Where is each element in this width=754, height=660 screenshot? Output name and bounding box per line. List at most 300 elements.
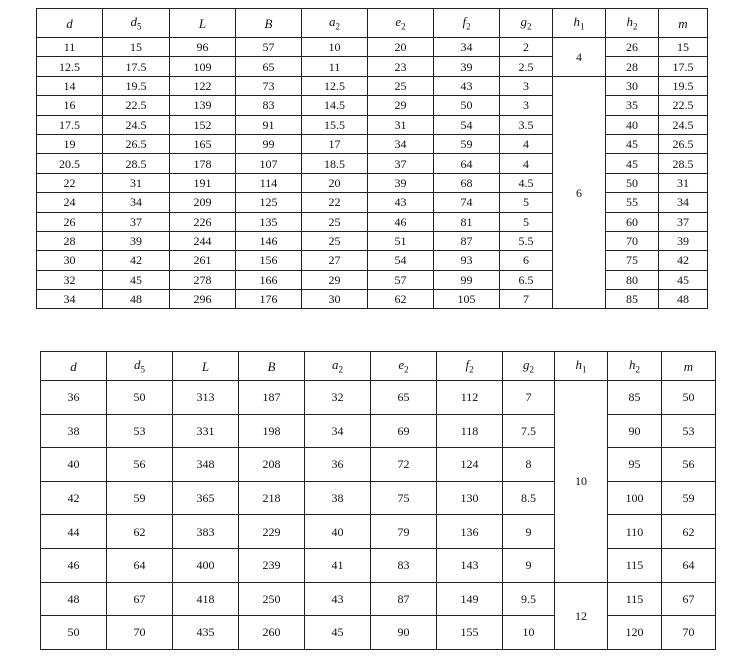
column-subscript: 2: [633, 21, 638, 32]
column-header-L: [170, 9, 236, 38]
table-row: [37, 173, 708, 192]
table-row: [41, 548, 716, 582]
table-cell: 143: [437, 548, 503, 582]
table-cell: 29: [302, 270, 368, 289]
table-cell: 91: [236, 115, 302, 134]
table-cell: 75: [371, 481, 437, 515]
column-subscript: 2: [404, 364, 409, 375]
table-cell: 43: [368, 193, 434, 212]
table-cell: 20: [302, 173, 368, 192]
table-cell: 50: [41, 616, 107, 650]
table-cell: 85: [606, 290, 659, 309]
table-cell: 165: [170, 134, 236, 153]
table-cell: 25: [368, 76, 434, 95]
h1-merged-cell: 10: [555, 381, 608, 583]
column-header-a2: [305, 352, 371, 381]
table-cell: 6.5: [500, 270, 553, 289]
column-symbol: d: [130, 13, 137, 29]
column-header-B: [239, 352, 305, 381]
table-cell: 74: [434, 193, 500, 212]
table-cell: 146: [236, 231, 302, 250]
table-cell: 296: [170, 290, 236, 309]
column-symbol: m: [678, 15, 688, 31]
table-cell: 69: [371, 414, 437, 448]
table-cell: 435: [173, 616, 239, 650]
table-cell: 85: [608, 381, 662, 415]
table-cell: 8.5: [503, 481, 555, 515]
column-subscript: 2: [401, 21, 406, 32]
table-cell: 383: [173, 515, 239, 549]
table-cell: 55: [606, 193, 659, 212]
table-cell: 31: [368, 115, 434, 134]
table-cell: 70: [662, 616, 716, 650]
table-cell: 418: [173, 582, 239, 616]
column-symbol: a: [329, 13, 336, 29]
table-row: [41, 582, 716, 616]
table-cell: 6: [500, 251, 553, 270]
table-cell: 45: [659, 270, 708, 289]
table-cell: 48: [41, 582, 107, 616]
table-cell: 31: [103, 173, 170, 192]
column-subscript: 2: [466, 21, 471, 32]
table-cell: 45: [606, 134, 659, 153]
table-cell: 64: [434, 154, 500, 173]
table-cell: 278: [170, 270, 236, 289]
table-cell: 30: [37, 251, 103, 270]
table-cell: 68: [434, 173, 500, 192]
column-symbol: f: [462, 13, 467, 29]
table-cell: 8: [503, 448, 555, 482]
table-cell: 34: [368, 134, 434, 153]
table-cell: 260: [239, 616, 305, 650]
column-subscript: 2: [469, 364, 474, 375]
table-cell: 14: [37, 76, 103, 95]
table-cell: 5: [500, 212, 553, 231]
table-cell: 83: [371, 548, 437, 582]
table-cell: 17.5: [37, 115, 103, 134]
table-cell: 12.5: [37, 57, 103, 76]
table-cell: 42: [41, 481, 107, 515]
table-cell: 155: [437, 616, 503, 650]
table-cell: 122: [170, 76, 236, 95]
column-header-g2: [500, 9, 553, 38]
table-cell: 56: [662, 448, 716, 482]
table-cell: 261: [170, 251, 236, 270]
table-cell: 43: [434, 76, 500, 95]
table-cell: 365: [173, 481, 239, 515]
table-cell: 36: [305, 448, 371, 482]
column-symbol: g: [523, 356, 530, 372]
table-cell: 9.5: [503, 582, 555, 616]
h1-merged-cell: 6: [553, 76, 606, 309]
table-cell: 40: [305, 515, 371, 549]
table-cell: 26.5: [659, 134, 708, 153]
table-cell: 46: [41, 548, 107, 582]
table-cell: 24.5: [103, 115, 170, 134]
table-cell: 250: [239, 582, 305, 616]
table-cell: 37: [103, 212, 170, 231]
table-cell: 27: [302, 251, 368, 270]
table-cell: 10: [503, 616, 555, 650]
table-row: [41, 481, 716, 515]
table-cell: 4.5: [500, 173, 553, 192]
table-cell: 187: [239, 381, 305, 415]
table-cell: 156: [236, 251, 302, 270]
table-cell: 22: [302, 193, 368, 212]
table-cell: 17.5: [103, 57, 170, 76]
table-cell: 81: [434, 212, 500, 231]
table-cell: 50: [662, 381, 716, 415]
table-cell: 32: [305, 381, 371, 415]
table-cell: 20: [368, 38, 434, 57]
table-cell: 29: [368, 96, 434, 115]
table-cell: 107: [236, 154, 302, 173]
table-cell: 139: [170, 96, 236, 115]
table-cell: 9: [503, 548, 555, 582]
table-cell: 15: [103, 38, 170, 57]
table-cell: 28: [37, 231, 103, 250]
column-symbol: L: [201, 358, 210, 374]
column-symbol: f: [465, 356, 470, 372]
table-cell: 37: [659, 212, 708, 231]
table-cell: 16: [37, 96, 103, 115]
table-cell: 72: [371, 448, 437, 482]
column-header-h1: [555, 352, 608, 381]
column-header-d: [37, 9, 103, 38]
column-header-f2: [437, 352, 503, 381]
table-cell: 30: [606, 76, 659, 95]
table-cell: 70: [606, 231, 659, 250]
table-cell: 31: [659, 173, 708, 192]
table-cell: 191: [170, 173, 236, 192]
column-header-L: [173, 352, 239, 381]
table-cell: 19: [37, 134, 103, 153]
table-row: [37, 134, 708, 153]
table-cell: 28: [606, 57, 659, 76]
table-row: [37, 154, 708, 173]
table-cell: 48: [659, 290, 708, 309]
table-cell: 22.5: [659, 96, 708, 115]
table-row: [37, 38, 708, 57]
table-cell: 176: [236, 290, 302, 309]
table-cell: 39: [659, 231, 708, 250]
table-row: [41, 616, 716, 650]
table-cell: 115: [608, 548, 662, 582]
table-cell: 60: [606, 212, 659, 231]
table-cell: 28.5: [659, 154, 708, 173]
table-cell: 99: [434, 270, 500, 289]
column-subscript: 2: [635, 364, 640, 375]
table-cell: 109: [170, 57, 236, 76]
table-cell: 130: [437, 481, 503, 515]
table-cell: 24.5: [659, 115, 708, 134]
table-cell: 53: [107, 414, 173, 448]
column-symbol: d: [70, 358, 77, 374]
table-cell: 56: [107, 448, 173, 482]
table-cell: 40: [606, 115, 659, 134]
table-cell: 39: [434, 57, 500, 76]
table-cell: 115: [608, 582, 662, 616]
table-cell: 43: [305, 582, 371, 616]
table-cell: 4: [500, 134, 553, 153]
table-cell: 70: [107, 616, 173, 650]
table-cell: 198: [239, 414, 305, 448]
table-cell: 18.5: [302, 154, 368, 173]
column-header-f2: [434, 9, 500, 38]
table-cell: 19.5: [103, 76, 170, 95]
table-cell: 62: [107, 515, 173, 549]
table-cell: 59: [107, 481, 173, 515]
table-cell: 14.5: [302, 96, 368, 115]
table-cell: 17.5: [659, 57, 708, 76]
table-cell: 11: [302, 57, 368, 76]
table-cell: 93: [434, 251, 500, 270]
column-header-m: [659, 9, 708, 38]
table-cell: 64: [662, 548, 716, 582]
table-cell: 39: [103, 231, 170, 250]
table-cell: 25: [302, 212, 368, 231]
table-cell: 44: [41, 515, 107, 549]
column-symbol: L: [198, 15, 207, 31]
table-row: [37, 231, 708, 250]
column-symbol: h: [575, 356, 582, 372]
table-cell: 209: [170, 193, 236, 212]
table-row: [37, 76, 708, 95]
table-cell: 45: [606, 154, 659, 173]
column-symbol: h: [573, 13, 580, 29]
column-symbol: e: [395, 13, 402, 29]
table-cell: 53: [662, 414, 716, 448]
table-cell: 112: [437, 381, 503, 415]
table-cell: 12.5: [302, 76, 368, 95]
column-subscript: 5: [140, 364, 145, 375]
table-cell: 75: [606, 251, 659, 270]
column-subscript: 2: [338, 364, 343, 375]
column-subscript: 2: [335, 21, 340, 32]
table-row: [41, 414, 716, 448]
table-cell: 45: [305, 616, 371, 650]
table-cell: 42: [103, 251, 170, 270]
table-cell: 57: [368, 270, 434, 289]
table-cell: 125: [236, 193, 302, 212]
table-cell: 20.5: [37, 154, 103, 173]
table-cell: 239: [239, 548, 305, 582]
table-cell: 313: [173, 381, 239, 415]
dimension-table-2: [40, 351, 716, 650]
table-cell: 54: [368, 251, 434, 270]
table-cell: 39: [368, 173, 434, 192]
column-symbol: h: [626, 13, 633, 29]
table-cell: 34: [659, 193, 708, 212]
table-cell: 54: [434, 115, 500, 134]
column-symbol: h: [629, 356, 636, 372]
table-cell: 166: [236, 270, 302, 289]
table-cell: 331: [173, 414, 239, 448]
column-subscript: 1: [582, 364, 587, 375]
table-row: [37, 96, 708, 115]
table-cell: 35: [606, 96, 659, 115]
table-cell: 48: [103, 290, 170, 309]
table-cell: 226: [170, 212, 236, 231]
table-cell: 67: [662, 582, 716, 616]
h1-merged-cell: 4: [553, 38, 606, 77]
table-row: [37, 57, 708, 76]
table-cell: 178: [170, 154, 236, 173]
table-cell: 34: [37, 290, 103, 309]
table-cell: 100: [608, 481, 662, 515]
table-cell: 67: [107, 582, 173, 616]
column-symbol: d: [134, 356, 141, 372]
table-cell: 135: [236, 212, 302, 231]
table-cell: 149: [437, 582, 503, 616]
table-cell: 28.5: [103, 154, 170, 173]
table-cell: 118: [437, 414, 503, 448]
column-symbol: d: [66, 15, 73, 31]
table-cell: 42: [659, 251, 708, 270]
column-subscript: 5: [137, 21, 142, 32]
column-header-m: [662, 352, 716, 381]
table-cell: 65: [236, 57, 302, 76]
table-cell: 41: [305, 548, 371, 582]
table-cell: 32: [37, 270, 103, 289]
table1-header-row: [37, 9, 708, 38]
table-cell: 50: [606, 173, 659, 192]
table-cell: 3: [500, 76, 553, 95]
column-subscript: 1: [580, 21, 585, 32]
table-cell: 34: [305, 414, 371, 448]
table-cell: 244: [170, 231, 236, 250]
dimension-table-1: [36, 8, 708, 309]
column-header-e2: [371, 352, 437, 381]
table-cell: 34: [434, 38, 500, 57]
table-cell: 62: [368, 290, 434, 309]
h1-merged-cell: 12: [555, 582, 608, 649]
table-cell: 95: [608, 448, 662, 482]
table-cell: 3: [500, 96, 553, 115]
table-cell: 34: [103, 193, 170, 212]
table-cell: 50: [434, 96, 500, 115]
table-cell: 7: [500, 290, 553, 309]
table-cell: 90: [608, 414, 662, 448]
column-header-a2: [302, 9, 368, 38]
table-cell: 26: [37, 212, 103, 231]
table-cell: 59: [662, 481, 716, 515]
table-cell: 136: [437, 515, 503, 549]
table-cell: 46: [368, 212, 434, 231]
column-subscript: 2: [527, 21, 532, 32]
table-cell: 37: [368, 154, 434, 173]
table-cell: 15.5: [302, 115, 368, 134]
table-cell: 40: [41, 448, 107, 482]
table-cell: 218: [239, 481, 305, 515]
table-cell: 5.5: [500, 231, 553, 250]
table-cell: 19.5: [659, 76, 708, 95]
table-cell: 23: [368, 57, 434, 76]
table-cell: 80: [606, 270, 659, 289]
column-header-h2: [606, 9, 659, 38]
table-cell: 124: [437, 448, 503, 482]
column-header-h2: [608, 352, 662, 381]
table-cell: 11: [37, 38, 103, 57]
table-cell: 30: [302, 290, 368, 309]
table-cell: 3.5: [500, 115, 553, 134]
column-header-h1: [553, 9, 606, 38]
table-cell: 36: [41, 381, 107, 415]
table-cell: 229: [239, 515, 305, 549]
table-cell: 25: [302, 231, 368, 250]
table-cell: 110: [608, 515, 662, 549]
column-symbol: g: [520, 13, 527, 29]
table-cell: 45: [103, 270, 170, 289]
column-symbol: B: [267, 358, 276, 374]
table-cell: 64: [107, 548, 173, 582]
table-cell: 79: [371, 515, 437, 549]
table-cell: 50: [107, 381, 173, 415]
table-cell: 26.5: [103, 134, 170, 153]
column-header-d5: [103, 9, 170, 38]
table-cell: 348: [173, 448, 239, 482]
table-row: [37, 212, 708, 231]
table-cell: 51: [368, 231, 434, 250]
column-header-B: [236, 9, 302, 38]
table-row: [41, 515, 716, 549]
table-row: [37, 270, 708, 289]
table-cell: 87: [434, 231, 500, 250]
table-cell: 26: [606, 38, 659, 57]
table-cell: 90: [371, 616, 437, 650]
table-cell: 24: [37, 193, 103, 212]
table-row: [37, 251, 708, 270]
column-header-d5: [107, 352, 173, 381]
column-symbol: a: [332, 356, 339, 372]
column-subscript: 2: [529, 364, 534, 375]
table-cell: 73: [236, 76, 302, 95]
table-cell: 22.5: [103, 96, 170, 115]
table-cell: 99: [236, 134, 302, 153]
table-cell: 2.5: [500, 57, 553, 76]
table-cell: 65: [371, 381, 437, 415]
table-cell: 57: [236, 38, 302, 57]
table-cell: 38: [305, 481, 371, 515]
table2-header-row: [41, 352, 716, 381]
table-cell: 120: [608, 616, 662, 650]
column-header-g2: [503, 352, 555, 381]
table-cell: 105: [434, 290, 500, 309]
table-row: [41, 448, 716, 482]
table-cell: 152: [170, 115, 236, 134]
table-cell: 59: [434, 134, 500, 153]
table-cell: 83: [236, 96, 302, 115]
column-header-e2: [368, 9, 434, 38]
table-cell: 96: [170, 38, 236, 57]
table-cell: 22: [37, 173, 103, 192]
table-cell: 17: [302, 134, 368, 153]
column-symbol: m: [683, 358, 694, 374]
table-cell: 10: [302, 38, 368, 57]
table-row: [37, 290, 708, 309]
table-cell: 114: [236, 173, 302, 192]
table-row: [37, 193, 708, 212]
column-symbol: e: [398, 356, 405, 372]
table-cell: 7: [503, 381, 555, 415]
table-row: [41, 381, 716, 415]
column-symbol: B: [264, 15, 273, 31]
table-cell: 4: [500, 154, 553, 173]
table-cell: 2: [500, 38, 553, 57]
table-row: [37, 115, 708, 134]
table-cell: 62: [662, 515, 716, 549]
column-header-d: [41, 352, 107, 381]
